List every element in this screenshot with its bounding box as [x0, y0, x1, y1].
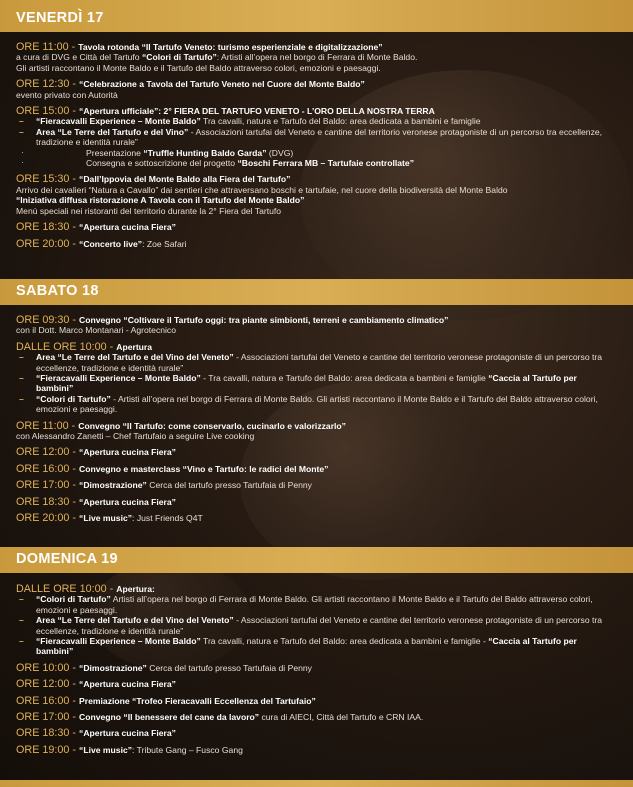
event-separator: - [69, 727, 80, 740]
bottom-edge-bar [0, 780, 633, 787]
sub-item-text: - Associazioni tartufai del Veneto e cantine del territorio veronese protagoniste di un percorso tra eccellenze, tradizione e identità rurale” [36, 615, 603, 636]
event-heading [16, 447, 616, 457]
event-heading [16, 79, 616, 89]
sub-item-highlight: “Truffle Hunting Baldo Garda” [143, 147, 267, 158]
event-heading [16, 679, 616, 689]
event-time: ORE 18:30 [16, 221, 70, 234]
event-time: ORE 18:30 [16, 727, 70, 740]
sub-item-text: (DVG) [266, 147, 294, 158]
event-time: ORE 17:00 [16, 479, 70, 492]
event-detail: Cerca del tartufo presso Tartufaia di Penny [146, 662, 312, 673]
event-heading [16, 728, 616, 738]
event-item [16, 42, 616, 73]
event-separator: - [68, 419, 79, 432]
note-text: a cura di DVG e Città del Tartufo [16, 52, 142, 63]
event-separator: - [69, 462, 80, 475]
sub-item-text: Tra cavalli, natura e Tartufo del Baldo: area dedicata a bambini e famiglie - [200, 636, 489, 647]
event-separator: - [69, 105, 80, 118]
sub-item-title: Area “Le Terre del Tartufo e del Vino del Veneto” [36, 615, 234, 626]
event-separator: - [106, 340, 117, 353]
event-time: ORE 20:00 [16, 512, 70, 525]
event-time: ORE 12:00 [16, 446, 70, 459]
event-note [16, 63, 616, 73]
event-title: Tavola rotonda “Il Tartufo Veneto: turismo esperienziale e digitalizzazione” [78, 42, 383, 52]
sub-item-text: Consegna e sottoscrizione del progetto [86, 158, 238, 169]
sub-item-text: Presentazione [86, 147, 144, 158]
sub-item [16, 116, 616, 126]
sub-item-title: Area “Le Terre del Tartufo e del Vino del Veneto” [36, 352, 234, 363]
event-note [16, 185, 616, 195]
event-item [16, 315, 616, 336]
event-title: Convegno “Coltivare il Tartufo oggi: tra piante simbionti, terreni e cambiamento climatico” [79, 315, 449, 325]
event-title: “Dimostrazione” [79, 480, 147, 491]
sub-item [16, 615, 616, 636]
event-item [16, 696, 616, 706]
event-heading [16, 513, 616, 523]
event-time: ORE 11:00 [16, 419, 69, 432]
event-item [16, 679, 616, 689]
event-time: ORE 19:00 [16, 743, 70, 756]
event-separator: - [69, 495, 80, 508]
sub-item-text: Tra cavalli, natura e Tartufo del Baldo: area dedicata a bambini e famiglie [200, 116, 481, 127]
sub-item-text: - Associazioni tartufai del Veneto e cantine del territorio veronese protagoniste di un percorso tra eccellenze, tradizione e identità rurale” [36, 126, 603, 148]
sub-item [16, 373, 616, 394]
event-item [16, 663, 616, 673]
bullet-marker: – [19, 594, 24, 605]
event-separator: - [69, 743, 80, 756]
schedule-sunday [16, 584, 616, 755]
sub-item-title: “Fieracavalli Experience – Monte Baldo” [36, 636, 201, 647]
event-title: “Dall’Ippovia del Monte Baldo alla Fiera del Tartufo” [79, 174, 291, 185]
bullet-marker: – [19, 615, 24, 626]
sub-item [16, 148, 616, 158]
bullet-marker: – [19, 116, 24, 127]
event-note [16, 325, 616, 335]
event-item [16, 447, 616, 457]
event-heading [16, 174, 616, 184]
event-item [16, 421, 616, 442]
event-heading [16, 696, 616, 706]
event-item [16, 497, 616, 507]
event-title: Convegno “Il benessere del cane da lavoro” [79, 712, 260, 723]
event-heading [16, 497, 616, 507]
event-item [16, 239, 616, 249]
event-separator: - [69, 237, 80, 250]
event-time: ORE 16:00 [16, 694, 70, 707]
event-heading [16, 342, 616, 352]
event-detail: Cerca del tartufo presso Tartufaia di Penny [146, 480, 312, 491]
day-title: SABATO 18 [16, 283, 99, 299]
note-text: con il Dott. Marco Montanari - Agrotecnico [16, 325, 177, 336]
bullet-marker: – [19, 373, 24, 384]
event-title: “Live music” [79, 744, 133, 755]
event-item [16, 464, 616, 474]
event-time: ORE 10:00 [16, 661, 70, 674]
event-title: Apertura: [116, 584, 155, 594]
day-header-friday [0, 6, 633, 32]
event-title: Apertura [116, 341, 153, 352]
note-text: : Artisti all’opera nel borgo di Ferrara di Monte Baldo. [216, 52, 418, 63]
event-item [16, 728, 616, 738]
event-separator: - [68, 41, 79, 53]
event-time: ORE 15:00 [16, 105, 70, 118]
event-separator: - [69, 479, 80, 492]
note-text: Arrivo dei cavalieri “Natura a Cavallo” dai sentieri che attraversano boschi e tartufaie, nel cuore della biodiversità del Monte Baldo [16, 184, 508, 195]
sub-item [16, 636, 616, 657]
event-item [16, 342, 616, 415]
sub-item-text: - Associazioni tartufai del Veneto e cantine del territorio veronese protagoniste di un percorso tra eccellenze, tradizione e identità rurale” [36, 352, 603, 373]
event-item [16, 745, 616, 755]
sub-item-title: “Fieracavalli Experience – Monte Baldo” [36, 373, 201, 384]
event-title: Convegno e masterclass “Vino e Tartufo: le radici del Monte” [79, 463, 329, 474]
event-title: “Apertura cucina Fiera” [79, 496, 176, 507]
event-time: ORE 17:00 [16, 711, 70, 724]
sub-item [16, 594, 616, 615]
event-separator: - [69, 314, 80, 326]
event-note [16, 206, 616, 216]
event-heading [16, 315, 616, 325]
event-time: DALLE ORE 10:00 [16, 583, 107, 595]
event-item [16, 222, 616, 232]
event-separator: - [69, 694, 80, 707]
event-time: ORE 18:30 [16, 495, 70, 508]
sub-item-highlight: “Boschi Ferrara MB – Tartufaie controllate” [237, 158, 414, 169]
event-heading [16, 745, 616, 755]
event-title: “Concerto live” [79, 238, 143, 249]
note-highlight: “Iniziativa diffusa ristorazione A Tavola con il Tartufo del Monte Baldo” [16, 195, 305, 206]
sub-item-text: Artisti all’opera nel borgo di Ferrara di Monte Baldo. Gli artisti raccontano il Monte Baldo e il Tartufo del Baldo attraverso colori, emozioni e paesaggi. [36, 594, 593, 615]
event-time: ORE 16:00 [16, 462, 70, 475]
event-title: “Apertura cucina Fiera” [79, 679, 176, 690]
event-title: “Apertura cucina Fiera” [79, 222, 176, 233]
event-time: ORE 15:30 [16, 173, 70, 186]
event-heading [16, 239, 616, 249]
bullet-marker: – [19, 126, 24, 137]
event-title: “Live music” [79, 513, 133, 524]
note-text: evento privato con Autorità [16, 89, 118, 100]
event-heading [16, 222, 616, 232]
event-title: “Apertura ufficiale”: 2° FIERA DEL TARTUFO VENETO - L’ORO DELLA NOSTRA TERRA [79, 106, 435, 117]
event-heading [16, 106, 616, 116]
event-heading [16, 663, 616, 673]
event-separator: - [69, 173, 80, 186]
event-title: “Celebrazione a Tavola del Tartufo Veneto nel Cuore del Monte Baldo” [79, 79, 365, 90]
event-heading [16, 421, 616, 431]
sub-item-title: “Colori di Tartufo” [36, 594, 111, 605]
bullet-marker: · [21, 157, 24, 168]
event-separator: - [69, 678, 80, 691]
sub-item-text: - Tra cavalli, natura e Tartufo del Baldo: area dedicata a bambini e famiglie [200, 373, 489, 384]
sub-item [16, 352, 616, 373]
event-item [16, 584, 616, 657]
bullet-marker: – [19, 352, 24, 363]
event-separator: - [69, 78, 80, 91]
event-item [16, 513, 616, 523]
event-separator: - [69, 446, 80, 459]
event-item [16, 106, 616, 168]
event-note [16, 52, 616, 62]
event-note [16, 431, 616, 441]
event-separator: - [69, 512, 80, 525]
event-title: Convegno “Il Tartufo: come conservarlo, cucinarlo e valorizzarlo” [78, 420, 346, 431]
event-detail: : Just Friends Q4T [132, 513, 203, 524]
event-heading [16, 464, 616, 474]
note-text: con Alessandro Zanetti – Chef Tartufaio a seguire Live cooking [16, 431, 255, 442]
note-text: Menù speciali nei ristoranti del territorio durante la 2° Fiera del Tartufo [16, 205, 282, 216]
event-note [16, 195, 616, 205]
event-heading [16, 480, 616, 490]
sub-item [16, 127, 616, 148]
sub-item-title: “Fieracavalli Experience – Monte Baldo” [36, 116, 201, 127]
event-title: “Apertura cucina Fiera” [79, 447, 176, 458]
event-item [16, 174, 616, 216]
event-time: ORE 12:30 [16, 78, 70, 91]
event-time: ORE 20:00 [16, 237, 70, 250]
sub-item [16, 394, 616, 415]
event-separator: - [106, 583, 117, 595]
event-heading [16, 42, 616, 52]
event-title: Premiazione “Trofeo Fieracavalli Eccellenza del Tartufaio” [79, 695, 316, 706]
event-item [16, 480, 616, 490]
event-note [16, 90, 616, 100]
day-header-sunday [0, 547, 633, 573]
schedule-saturday [16, 315, 616, 524]
note-text: Gli artisti raccontano il Monte Baldo e il Tartufo del Baldo attraverso colori, emozioni e paesaggi. [16, 62, 381, 73]
note-highlight: “Colori di Tartufo” [141, 52, 217, 63]
sub-item-highlight: “Caccia al Tartufo per bambini” [36, 636, 577, 657]
event-heading [16, 712, 616, 722]
event-detail: : Zoe Safari [142, 238, 187, 249]
sub-item-title: Area “Le Terre del Tartufo e del Vino” [36, 126, 189, 137]
sub-item-highlight: “Caccia al Tartufo per bambini” [36, 373, 577, 394]
event-title: “Apertura cucina Fiera” [79, 728, 176, 739]
event-time: DALLE ORE 10:00 [16, 340, 107, 353]
schedule-friday [16, 42, 616, 249]
event-separator: - [69, 661, 80, 674]
day-title: VENERDÌ 17 [16, 10, 104, 26]
event-time: ORE 12:00 [16, 678, 70, 691]
event-detail: : Tribute Gang – Fusco Gang [132, 744, 243, 755]
sub-item [16, 158, 616, 168]
event-time: ORE 11:00 [16, 41, 69, 53]
sub-item-title: “Colori di Tartufo” [36, 393, 111, 404]
bullet-marker: · [21, 146, 24, 157]
event-separator: - [69, 221, 80, 234]
sub-item-text: - Artisti all’opera nel borgo di Ferrara di Monte Baldo. Gli artisti raccontano il Monte Baldo e il Tartufo del Baldo attraverso colori, emozioni e paesaggi. [36, 393, 598, 415]
bullet-marker: – [19, 636, 24, 647]
event-item [16, 712, 616, 722]
event-item [16, 79, 616, 100]
event-heading [16, 584, 616, 594]
event-separator: - [69, 711, 80, 724]
event-time: ORE 09:30 [16, 314, 70, 326]
event-detail: cura di AIECI, Città del Tartufo e CRN IAA. [259, 712, 424, 723]
day-title: DOMENICA 19 [16, 551, 118, 567]
day-header-saturday [0, 279, 633, 305]
event-title: “Dimostrazione” [79, 662, 147, 673]
bullet-marker: – [19, 393, 24, 404]
